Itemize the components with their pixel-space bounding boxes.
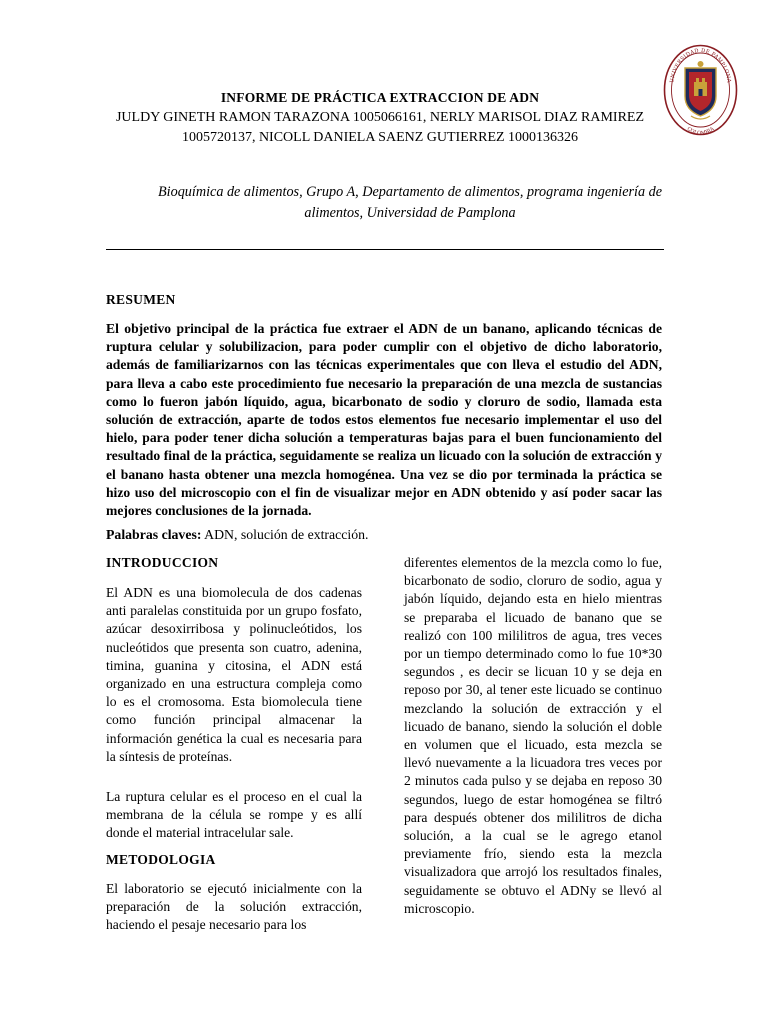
keywords-label: Palabras claves:	[106, 527, 202, 542]
introduccion-paragraph-1: El ADN es una biomolecula de dos cadenas anti paralelas constituida por un grupo fosfato, azúcar desoxirribosa y polinucleótidos, los nucleótidos que presenta son cuatro, adenina, timina, guanina y citosina, el ADN está organizado en una estructura compleja como lo es el cromosoma. Esta biomolecula tiene como función principal almacenar la información genética la cual es necesaria para la síntesis de proteínas.	[106, 585, 362, 764]
svg-text:COLOMBIA: COLOMBIA	[685, 126, 716, 136]
keywords-value: ADN, solución de extracción.	[201, 527, 369, 542]
metodologia-continued: diferentes elementos de la mezcla como lo fue, bicarbonato de sodio, cloruro de sodio, agua y jabón líquido, dejando esta en hielo mientras se preparaba el licuado de banano que se realizó con 100 mililitros de agua, tres veces por un tiempo determinado como lo fue 10*30 segundos , es decir se licuan 10 y se deja en reposo por 30, al tener este licuado se continuo mezclando la solución de extracción y el licuado de banano, siendo la solución el doble en volumen que el licuado, esta mezcla se llevó nuevamente a la licuadora tres veces por 2 minutos cada pulso y se dejaba en reposo 30 segundos, luego de estar homogénea se filtró para después obtener dos mililitros de dicha solución, a la cual se le agrego etanol previamente frío, siendo esta la mezcla visualizadora que arrojó los resultados finales, seguidamente se obtuvo el ADNy se llevó al microscopio.	[404, 555, 662, 916]
keywords	[106, 527, 368, 543]
authors-line-2: 1005720137, NICOLL DANIELA SAENZ GUTIERREZ 1000136326	[181, 130, 579, 145]
resumen-heading: RESUMEN	[106, 292, 176, 307]
svg-text:UNIVERSIDAD DE PAMPLONA: UNIVERSIDAD DE PAMPLONA	[669, 47, 732, 84]
header-divider	[106, 249, 664, 250]
resumen-body: El objetivo principal de la práctica fue extraer el ADN de un banano, aplicando técnicas de ruptura celular y solubilizacion, para poder cumplir con el objetivo de dicho laboratorio, además de familiarizarnos con las técnicas experimentales que con lleva el estudio del ADN, para lleva a cabo este procedimiento fue necesario la preparación de una mezcla de sustancias como lo fueron jabón líquido, agua, bicarbonato de sodio y cloruro de sodio, llamada esta solución de extracción, aparte de todos estos elementos fue necesario implementar el uso del hielo, para poder tener dicha solución a temperaturas bajas para el buen funcionamiento del resultado final de la práctica, seguidamente se realiza un licuado con la solución de extracción y el banano hasta obtener una mezcla homogénea. Una vez se dio por terminada la práctica se hizo uso del microscopio con el fin de visualizar mejor en ADN obtenido y así poder sacar las mejores conclusiones de la jornada.	[106, 321, 662, 519]
report-header	[70, 88, 690, 148]
introduccion-paragraph-2: La ruptura celular es el proceso en el cual la membrana de la célula se rompe y es allí donde el material intracelular sale.	[106, 789, 362, 841]
report-title: INFORME DE PRÁCTICA EXTRACCION DE ADN	[220, 90, 540, 105]
authors-line-1: JULDY GINETH RAMON TARAZONA 1005066161, NERLY MARISOL DIAZ RAMIREZ	[115, 110, 645, 125]
affiliation: Bioquímica de alimentos, Grupo A, Departamento de alimentos, programa ingeniería de alimentos, Universidad de Pamplona	[158, 184, 662, 221]
metodologia-paragraph-1: El laboratorio se ejecutó inicialmente con la preparación de la solución extracción, haciendo el pesaje necesario para los	[106, 881, 362, 933]
introduccion-heading: INTRODUCCION	[106, 555, 219, 570]
metodologia-heading: METODOLOGIA	[106, 852, 216, 867]
